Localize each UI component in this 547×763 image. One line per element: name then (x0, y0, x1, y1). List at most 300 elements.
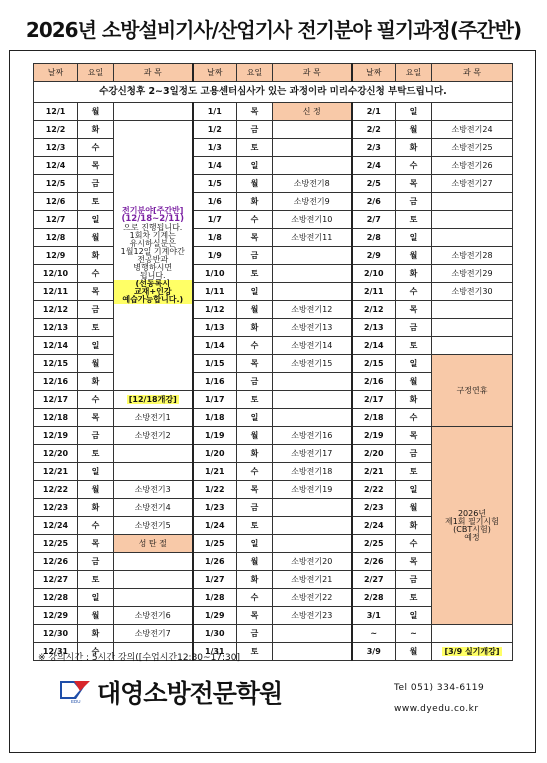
subject-cell (432, 193, 513, 211)
date-cell: 1/26 (193, 553, 237, 571)
subject-cell (273, 535, 352, 553)
subject-cell: 소방전기22 (273, 589, 352, 607)
date-cell: 2/6 (352, 193, 396, 211)
subject-cell (114, 535, 193, 553)
date-cell: 1/30 (193, 625, 237, 643)
schedule-row (34, 211, 513, 229)
date-cell: 12/14 (34, 337, 78, 355)
date-cell: 1/15 (193, 355, 237, 373)
weekday-cell: 월 (237, 427, 273, 445)
column-header: 요일 (396, 64, 432, 82)
weekday-cell: 토 (396, 589, 432, 607)
weekday-cell: 일 (237, 535, 273, 553)
holiday-block: 구정연휴 (432, 355, 513, 427)
date-cell: 2/14 (352, 337, 396, 355)
weekday-cell: 화 (237, 193, 273, 211)
date-cell: 12/24 (34, 517, 78, 535)
weekday-cell: 토 (78, 571, 114, 589)
weekday-cell: 수 (396, 157, 432, 175)
date-cell: 12/1 (34, 103, 78, 121)
weekday-cell: 토 (237, 139, 273, 157)
weekday-cell: 금 (78, 301, 114, 319)
column-header: 요일 (237, 64, 273, 82)
date-cell: 2/21 (352, 463, 396, 481)
weekday-cell: 목 (396, 301, 432, 319)
date-cell: 1/3 (193, 139, 237, 157)
weekday-cell: ~ (396, 625, 432, 643)
date-cell: 2/18 (352, 409, 396, 427)
subject-cell (273, 103, 352, 121)
subject-cell (273, 409, 352, 427)
weekday-cell: 수 (78, 517, 114, 535)
subject-cell: 소방전기14 (273, 337, 352, 355)
contact-block (394, 678, 484, 720)
weekday-cell: 수 (237, 211, 273, 229)
weekday-cell: 금 (237, 499, 273, 517)
weekday-cell: 목 (78, 283, 114, 301)
weekday-cell: 수 (78, 139, 114, 157)
schedule-row (34, 247, 513, 265)
date-cell: 1/13 (193, 319, 237, 337)
weekday-cell: 목 (237, 355, 273, 373)
date-cell: 2/28 (352, 589, 396, 607)
notice-text: 수강신청후 2~3일정도 고용센터심사가 있는 과정이라 미리수강신청 부탁드립니다. (34, 82, 513, 103)
weekday-cell: 목 (237, 103, 273, 121)
weekday-cell: 목 (237, 229, 273, 247)
subject-cell: 소방전기15 (273, 355, 352, 373)
weekday-cell: 금 (396, 571, 432, 589)
promo-line: 전공반과 (137, 254, 169, 264)
subject-cell (273, 625, 352, 643)
weekday-cell: 월 (396, 643, 432, 661)
exam-line: 제1회 필기시험 (444, 516, 499, 526)
highlight-label: 신 정 (302, 106, 321, 116)
date-cell: 2/25 (352, 535, 396, 553)
subject-cell (273, 391, 352, 409)
notice-row (34, 82, 513, 103)
weekday-cell: 화 (78, 499, 114, 517)
weekday-cell: 화 (78, 373, 114, 391)
subject-cell: 소방전기12 (273, 301, 352, 319)
subject-cell (273, 373, 352, 391)
subject-cell: 소방전기3 (114, 481, 193, 499)
promo-line: 병행하시면 (133, 262, 173, 272)
date-cell: 2/10 (352, 265, 396, 283)
schedule-row (34, 103, 513, 121)
date-cell: 1/10 (193, 265, 237, 283)
subject-cell: 소방전기30 (432, 283, 513, 301)
subject-cell (114, 571, 193, 589)
weekday-cell: 금 (396, 445, 432, 463)
date-cell: 2/19 (352, 427, 396, 445)
weekday-cell: 토 (78, 319, 114, 337)
weekday-cell: 월 (237, 301, 273, 319)
subject-cell (114, 553, 193, 571)
subject-cell: 소방전기27 (432, 175, 513, 193)
schedule-table (33, 63, 513, 661)
weekday-cell: 화 (78, 121, 114, 139)
date-cell: 12/6 (34, 193, 78, 211)
date-cell: 1/1 (193, 103, 237, 121)
subject-cell (432, 301, 513, 319)
column-header: 과 목 (432, 64, 513, 82)
schedule-row (34, 319, 513, 337)
column-header: 날짜 (193, 64, 237, 82)
date-cell: 12/9 (34, 247, 78, 265)
exam-line: 예정 (464, 532, 480, 542)
weekday-cell: 목 (396, 175, 432, 193)
schedule-row (34, 283, 513, 301)
date-cell: 12/28 (34, 589, 78, 607)
weekday-cell: 월 (78, 229, 114, 247)
exam-block (432, 427, 513, 625)
weekday-cell: 화 (396, 265, 432, 283)
date-cell: 12/15 (34, 355, 78, 373)
date-cell: 12/21 (34, 463, 78, 481)
subject-cell (432, 319, 513, 337)
subject-cell: 소방전기17 (273, 445, 352, 463)
weekday-cell: 수 (78, 265, 114, 283)
subject-cell (114, 103, 193, 121)
logo-sub-text: EDU (71, 699, 81, 703)
date-cell: 2/23 (352, 499, 396, 517)
schedule-row (34, 337, 513, 355)
weekday-cell: 화 (237, 571, 273, 589)
date-cell: 2/11 (352, 283, 396, 301)
subject-cell (273, 499, 352, 517)
weekday-cell: 월 (78, 607, 114, 625)
date-cell: 12/5 (34, 175, 78, 193)
weekday-cell: 화 (396, 139, 432, 157)
subject-cell: 소방전기7 (114, 625, 193, 643)
date-cell: 12/7 (34, 211, 78, 229)
date-cell: 1/5 (193, 175, 237, 193)
weekday-cell: 일 (237, 157, 273, 175)
date-cell: 2/5 (352, 175, 396, 193)
subject-cell: 소방전기26 (432, 157, 513, 175)
weekday-cell: 금 (78, 427, 114, 445)
column-header: 요일 (78, 64, 114, 82)
promo-line: (12/18~2/11) (121, 214, 184, 225)
date-cell: 3/1 (352, 607, 396, 625)
weekday-cell: 월 (396, 373, 432, 391)
schedule-row (34, 301, 513, 319)
column-header: 과 목 (114, 64, 193, 82)
weekday-cell: 목 (396, 427, 432, 445)
schedule-row (34, 229, 513, 247)
date-cell: 2/27 (352, 571, 396, 589)
schedule-row (34, 139, 513, 157)
weekday-cell: 수 (396, 409, 432, 427)
weekday-cell: 금 (237, 625, 273, 643)
date-cell: 12/17 (34, 391, 78, 409)
contact-web: www.dyedu.co.kr (394, 704, 479, 714)
weekday-cell: 일 (78, 337, 114, 355)
promo-line: 예습가능합니다.) (114, 296, 192, 304)
date-cell: 2/9 (352, 247, 396, 265)
schedule-row (34, 175, 513, 193)
weekday-cell: 일 (78, 589, 114, 607)
weekday-cell: 일 (396, 607, 432, 625)
date-cell: 12/10 (34, 265, 78, 283)
weekday-cell: 화 (78, 247, 114, 265)
date-cell: 12/2 (34, 121, 78, 139)
date-cell: 12/30 (34, 625, 78, 643)
date-cell: 1/31 (193, 643, 237, 661)
subject-cell (114, 463, 193, 481)
date-cell: 2/8 (352, 229, 396, 247)
weekday-cell: 금 (237, 373, 273, 391)
promo-line: 1회차 기계는 (129, 230, 176, 240)
weekday-cell: 일 (237, 283, 273, 301)
date-cell: 12/23 (34, 499, 78, 517)
date-cell: 12/12 (34, 301, 78, 319)
subject-cell: 소방전기5 (114, 517, 193, 535)
subject-cell: 소방전기2 (114, 427, 193, 445)
date-cell: 12/25 (34, 535, 78, 553)
highlight-label: [12/18개강] (128, 394, 177, 404)
date-cell: 12/19 (34, 427, 78, 445)
weekday-cell: 목 (78, 157, 114, 175)
column-header: 날짜 (34, 64, 78, 82)
date-cell: 2/26 (352, 553, 396, 571)
subject-cell (114, 589, 193, 607)
weekday-cell: 수 (237, 463, 273, 481)
subject-cell (432, 229, 513, 247)
date-cell: 1/29 (193, 607, 237, 625)
subject-cell (273, 283, 352, 301)
weekday-cell: 일 (78, 463, 114, 481)
weekday-cell: 일 (396, 355, 432, 373)
subject-cell (273, 139, 352, 157)
date-cell: 2/12 (352, 301, 396, 319)
course-promo (114, 121, 193, 391)
weekday-cell: 월 (78, 103, 114, 121)
schedule-row (34, 625, 513, 643)
subject-cell (432, 643, 513, 661)
date-cell: 12/8 (34, 229, 78, 247)
lecture-time-note: ※ 강의시간 : 5시간 강의([수업시간12:30~17:30] (38, 653, 241, 663)
subject-cell: 소방전기23 (273, 607, 352, 625)
subject-cell: 소방전기11 (273, 229, 352, 247)
weekday-cell: 목 (237, 607, 273, 625)
weekday-cell: 월 (396, 247, 432, 265)
weekday-cell: 월 (237, 175, 273, 193)
promo-line: 됩니다. (139, 270, 166, 280)
subject-cell: 소방전기19 (273, 481, 352, 499)
weekday-cell: 토 (237, 517, 273, 535)
date-cell: 12/20 (34, 445, 78, 463)
weekday-cell: 월 (396, 121, 432, 139)
subject-cell: 소방전기28 (432, 247, 513, 265)
date-cell: 12/18 (34, 409, 78, 427)
subject-cell: 소방전기8 (273, 175, 352, 193)
weekday-cell: 수 (237, 337, 273, 355)
weekday-cell: 화 (396, 391, 432, 409)
schedule-row (34, 265, 513, 283)
subject-cell: 소방전기21 (273, 571, 352, 589)
subject-cell: 소방전기1 (114, 409, 193, 427)
date-cell: 2/1 (352, 103, 396, 121)
date-cell: 2/7 (352, 211, 396, 229)
weekday-cell: 일 (78, 211, 114, 229)
weekday-cell: 금 (78, 175, 114, 193)
weekday-cell: 금 (396, 193, 432, 211)
weekday-cell: 월 (237, 553, 273, 571)
date-cell: 1/23 (193, 499, 237, 517)
weekday-cell: 목 (78, 409, 114, 427)
date-cell: 1/9 (193, 247, 237, 265)
weekday-cell: 일 (237, 409, 273, 427)
promo-line: (선동록시 (114, 280, 192, 288)
schedule-row (34, 193, 513, 211)
subject-cell (432, 337, 513, 355)
date-cell: 1/6 (193, 193, 237, 211)
promo-line: 전기분야[주간반] (122, 206, 184, 216)
subject-cell: 소방전기9 (273, 193, 352, 211)
date-cell: 2/2 (352, 121, 396, 139)
date-cell: 1/27 (193, 571, 237, 589)
subject-cell: 소방전기18 (273, 463, 352, 481)
date-cell: 2/4 (352, 157, 396, 175)
weekday-cell: 화 (396, 517, 432, 535)
weekday-cell: 화 (237, 319, 273, 337)
subject-cell (273, 643, 352, 661)
subject-cell (114, 391, 193, 409)
weekday-cell: 금 (237, 121, 273, 139)
weekday-cell: 토 (237, 391, 273, 409)
subject-cell: 소방전기13 (273, 319, 352, 337)
date-cell: 12/27 (34, 571, 78, 589)
promo-line: 교재+인강 (114, 288, 192, 296)
date-cell: 2/13 (352, 319, 396, 337)
schedule-row (34, 121, 513, 139)
date-cell: 1/4 (193, 157, 237, 175)
subject-cell: 소방전기10 (273, 211, 352, 229)
subject-cell: 소방전기25 (432, 139, 513, 157)
weekday-cell: 토 (78, 193, 114, 211)
contact-tel: Tel 051) 334-6119 (394, 683, 485, 693)
subject-cell: 소방전기24 (432, 121, 513, 139)
schedule-row (34, 355, 513, 373)
subject-cell (273, 121, 352, 139)
date-cell: 3/9 (352, 643, 396, 661)
subject-cell: 소방전기20 (273, 553, 352, 571)
date-cell: 12/4 (34, 157, 78, 175)
subject-cell: 소방전기4 (114, 499, 193, 517)
date-cell: 2/17 (352, 391, 396, 409)
weekday-cell: 월 (78, 481, 114, 499)
subject-cell: 소방전기29 (432, 265, 513, 283)
date-cell: 1/19 (193, 427, 237, 445)
weekday-cell: 목 (78, 535, 114, 553)
date-cell: 1/20 (193, 445, 237, 463)
weekday-cell: 목 (237, 481, 273, 499)
date-cell: 1/12 (193, 301, 237, 319)
subject-cell (114, 445, 193, 463)
date-cell: 2/20 (352, 445, 396, 463)
weekday-cell: 월 (78, 355, 114, 373)
schedule-body (34, 64, 513, 661)
weekday-cell: 수 (78, 391, 114, 409)
weekday-cell: 일 (396, 103, 432, 121)
weekday-cell: 일 (396, 481, 432, 499)
academy-logo (60, 677, 90, 703)
subject-cell (273, 517, 352, 535)
weekday-cell: 토 (396, 337, 432, 355)
weekday-cell: 토 (237, 265, 273, 283)
weekday-cell: 화 (237, 445, 273, 463)
promo-line: 유시하실분은 (129, 238, 176, 248)
date-cell: 1/14 (193, 337, 237, 355)
date-cell: 1/24 (193, 517, 237, 535)
subject-cell (432, 211, 513, 229)
date-cell: 1/28 (193, 589, 237, 607)
date-cell: 1/16 (193, 373, 237, 391)
weekday-cell: 수 (396, 535, 432, 553)
subject-cell (432, 625, 513, 643)
weekday-cell: 금 (78, 553, 114, 571)
date-cell: 1/7 (193, 211, 237, 229)
date-cell: 12/13 (34, 319, 78, 337)
weekday-cell: 금 (396, 319, 432, 337)
subject-cell: 소방전기16 (273, 427, 352, 445)
promo-line: 1월12일 기계야간 (120, 246, 185, 256)
page-title: 2026년 소방설비기사/산업기사 전기분야 필기과정(주간반) (25, 18, 522, 42)
date-cell: 1/11 (193, 283, 237, 301)
date-cell: 1/2 (193, 121, 237, 139)
promo-line: 으로 진행됩니다. (123, 222, 183, 232)
subject-cell (432, 103, 513, 121)
exam-line: (CBT시험) (453, 524, 491, 534)
date-cell: 2/16 (352, 373, 396, 391)
schedule-row (34, 157, 513, 175)
date-cell: 1/25 (193, 535, 237, 553)
highlight-label: 성 탄 절 (138, 538, 167, 548)
date-cell: 12/31 (34, 643, 78, 661)
date-cell: 2/24 (352, 517, 396, 535)
highlight-label: [3/9 실기개강] (444, 646, 500, 656)
schedule-row (34, 427, 513, 445)
weekday-cell: 목 (396, 553, 432, 571)
weekday-cell: 월 (396, 499, 432, 517)
subject-cell (273, 265, 352, 283)
date-cell: 1/17 (193, 391, 237, 409)
date-cell: 1/22 (193, 481, 237, 499)
academy-name: 대영소방전문학원 (97, 679, 283, 708)
column-header: 과 목 (273, 64, 352, 82)
date-cell: 2/15 (352, 355, 396, 373)
date-cell: ~ (352, 625, 396, 643)
date-cell: 12/16 (34, 373, 78, 391)
weekday-cell: 일 (396, 229, 432, 247)
date-cell: 2/3 (352, 139, 396, 157)
weekday-cell: 토 (237, 643, 273, 661)
date-cell: 1/21 (193, 463, 237, 481)
weekday-cell: 금 (237, 247, 273, 265)
date-cell: 12/29 (34, 607, 78, 625)
weekday-cell: 화 (78, 625, 114, 643)
weekday-cell: 수 (78, 643, 114, 661)
date-cell: 12/3 (34, 139, 78, 157)
column-header: 날짜 (352, 64, 396, 82)
date-cell: 12/26 (34, 553, 78, 571)
date-cell: 2/22 (352, 481, 396, 499)
date-cell: 1/8 (193, 229, 237, 247)
weekday-cell: 토 (78, 445, 114, 463)
exam-line: 2026년 (457, 508, 487, 518)
subject-cell (273, 247, 352, 265)
